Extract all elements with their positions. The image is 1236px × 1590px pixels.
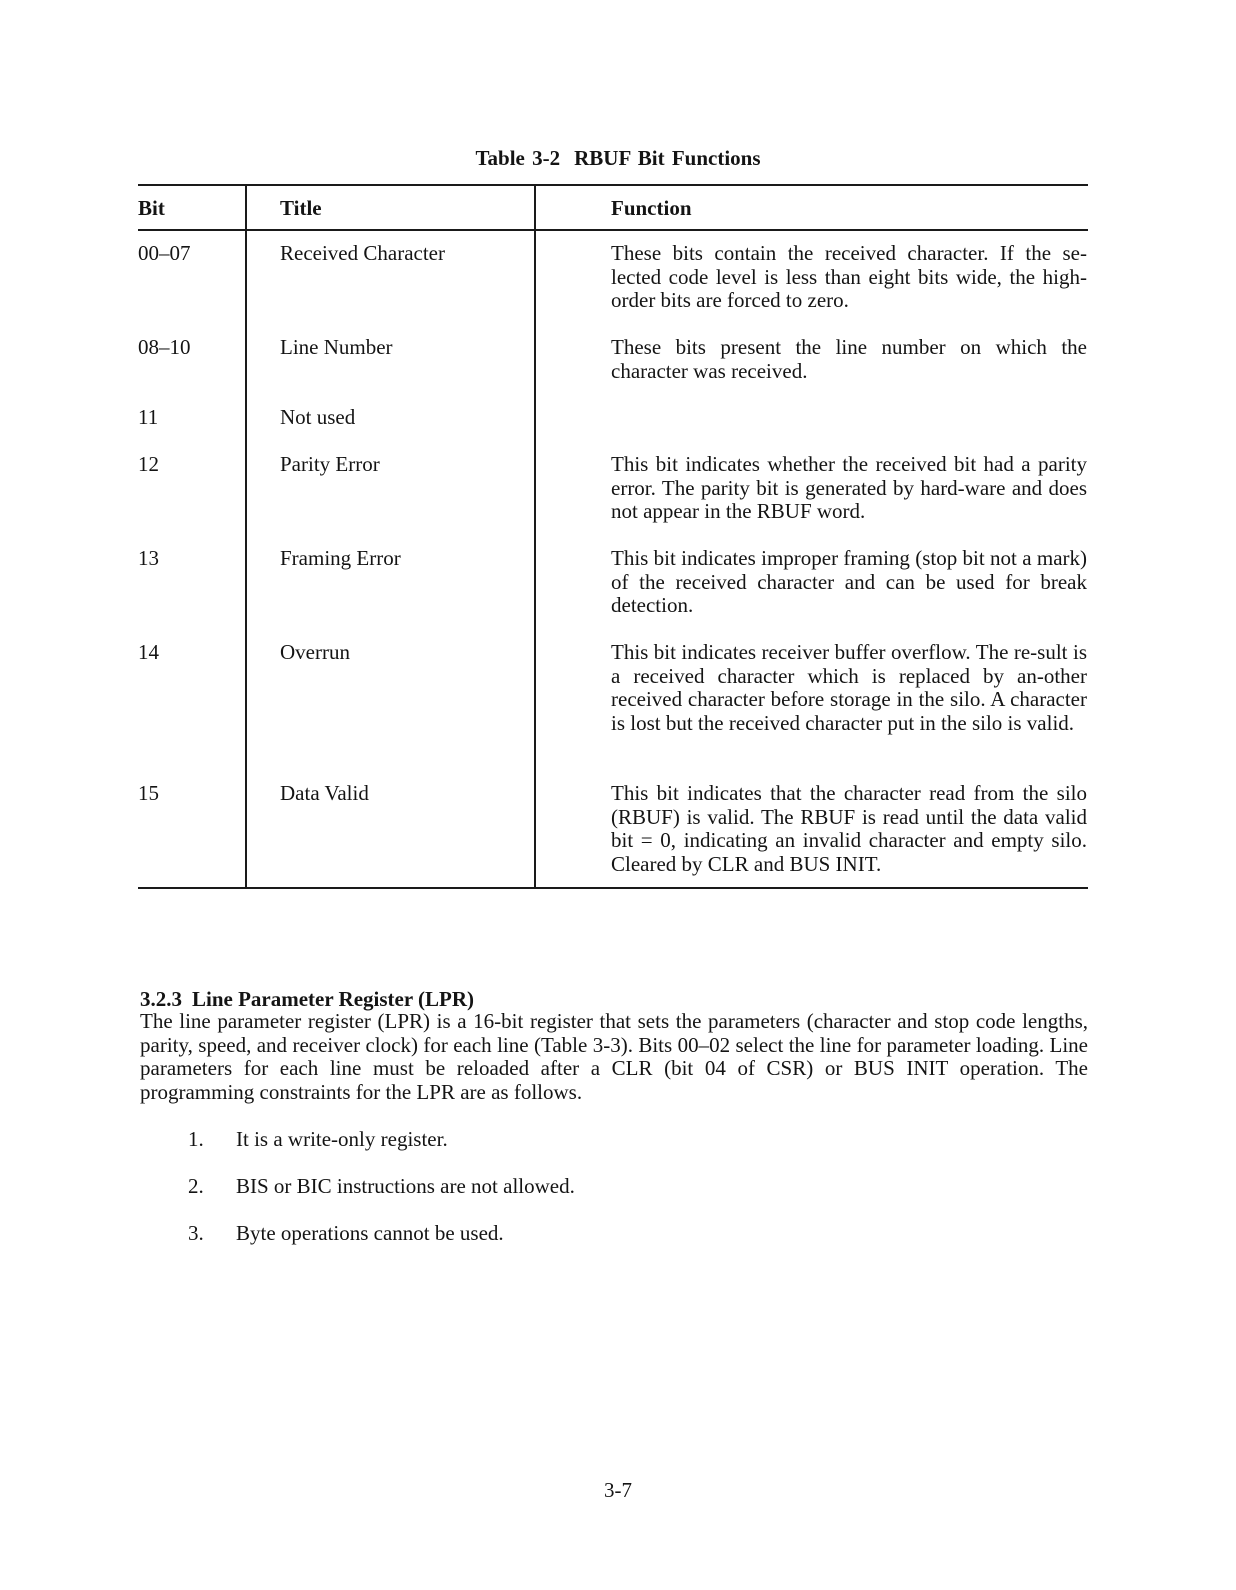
list-item-number: 2.	[188, 1174, 204, 1198]
header-function: Function	[611, 196, 692, 220]
column-divider-1	[245, 184, 247, 889]
row-00-07-bit: 00–07	[138, 241, 191, 265]
list-item-text: It is a write-only register.	[236, 1127, 448, 1151]
section-number: 3.2.3	[140, 987, 182, 1011]
row-11-title: Not used	[280, 405, 356, 429]
table-bottom-rule	[138, 887, 1088, 889]
list-item	[188, 1221, 504, 1246]
row-15-bit: 15	[138, 781, 159, 805]
row-15-title: Data Valid	[280, 781, 369, 805]
row-08-10-title: Line Number	[280, 335, 393, 359]
header-title: Title	[280, 196, 322, 220]
list-item-text: Byte operations cannot be used.	[236, 1221, 504, 1245]
row-08-10-function: These bits present the line number on which the character was received.	[611, 335, 1087, 383]
row-00-07-function: These bits contain the received character. If the se-lected code level is less than eight bits wide, the high-order bits are forced to zero.	[611, 241, 1087, 312]
list-item-number: 1.	[188, 1127, 204, 1151]
row-12-title: Parity Error	[280, 452, 380, 476]
row-12-function: This bit indicates whether the received bit had a parity error. The parity bit is generated by hard-ware and does not appear in the RBUF word.	[611, 452, 1087, 523]
list-item-number: 3.	[188, 1221, 204, 1245]
row-14-bit: 14	[138, 640, 159, 664]
page-number: 3-7	[604, 1478, 632, 1502]
list-item	[188, 1174, 575, 1199]
row-11-bit: 11	[138, 405, 159, 429]
row-00-07-title: Received Character	[280, 241, 445, 265]
row-08-10-bit: 08–10	[138, 335, 191, 359]
row-13-function: This bit indicates improper framing (stop bit not a mark) of the received character and can be used for break detection.	[611, 546, 1087, 617]
row-12-bit: 12	[138, 452, 159, 476]
header-bit: Bit	[138, 196, 165, 220]
column-divider-2	[534, 184, 536, 889]
table-caption	[0, 146, 1236, 171]
list-item-text: BIS or BIC instructions are not allowed.	[236, 1174, 575, 1198]
row-13-bit: 13	[138, 546, 159, 570]
row-15-function: This bit indicates that the character read from the silo (RBUF) is valid. The RBUF is read until the data valid bit = 0, indicating an invalid character and empty silo. Cleared by CLR and BUS INIT.	[611, 781, 1087, 876]
row-14-function: This bit indicates receiver buffer overflow. The re-sult is a received character which is replaced by an-other received character before storage in the silo. A character is lost but the received character put in the silo is valid.	[611, 640, 1087, 735]
section-title: Line Parameter Register (LPR)	[192, 987, 475, 1011]
table-caption-number: Table 3-2	[475, 146, 561, 170]
row-14-title: Overrun	[280, 640, 350, 664]
list-item	[188, 1127, 448, 1152]
table-caption-title: RBUF Bit Functions	[574, 146, 761, 170]
table-header-rule	[138, 229, 1088, 231]
section-body: The line parameter register (LPR) is a 16-bit register that sets the parameters (character and stop code lengths, parity, speed, and receiver clock) for each line (Table 3-3). Bits 00–02 select the line for parameter loading. Line parameters for each line must be reloaded after a CLR (bit 04 of CSR) or BUS INIT operation. The programming constraints for the LPR are as follows.	[140, 1009, 1088, 1104]
table-top-rule	[138, 184, 1088, 186]
row-13-title: Framing Error	[280, 546, 401, 570]
